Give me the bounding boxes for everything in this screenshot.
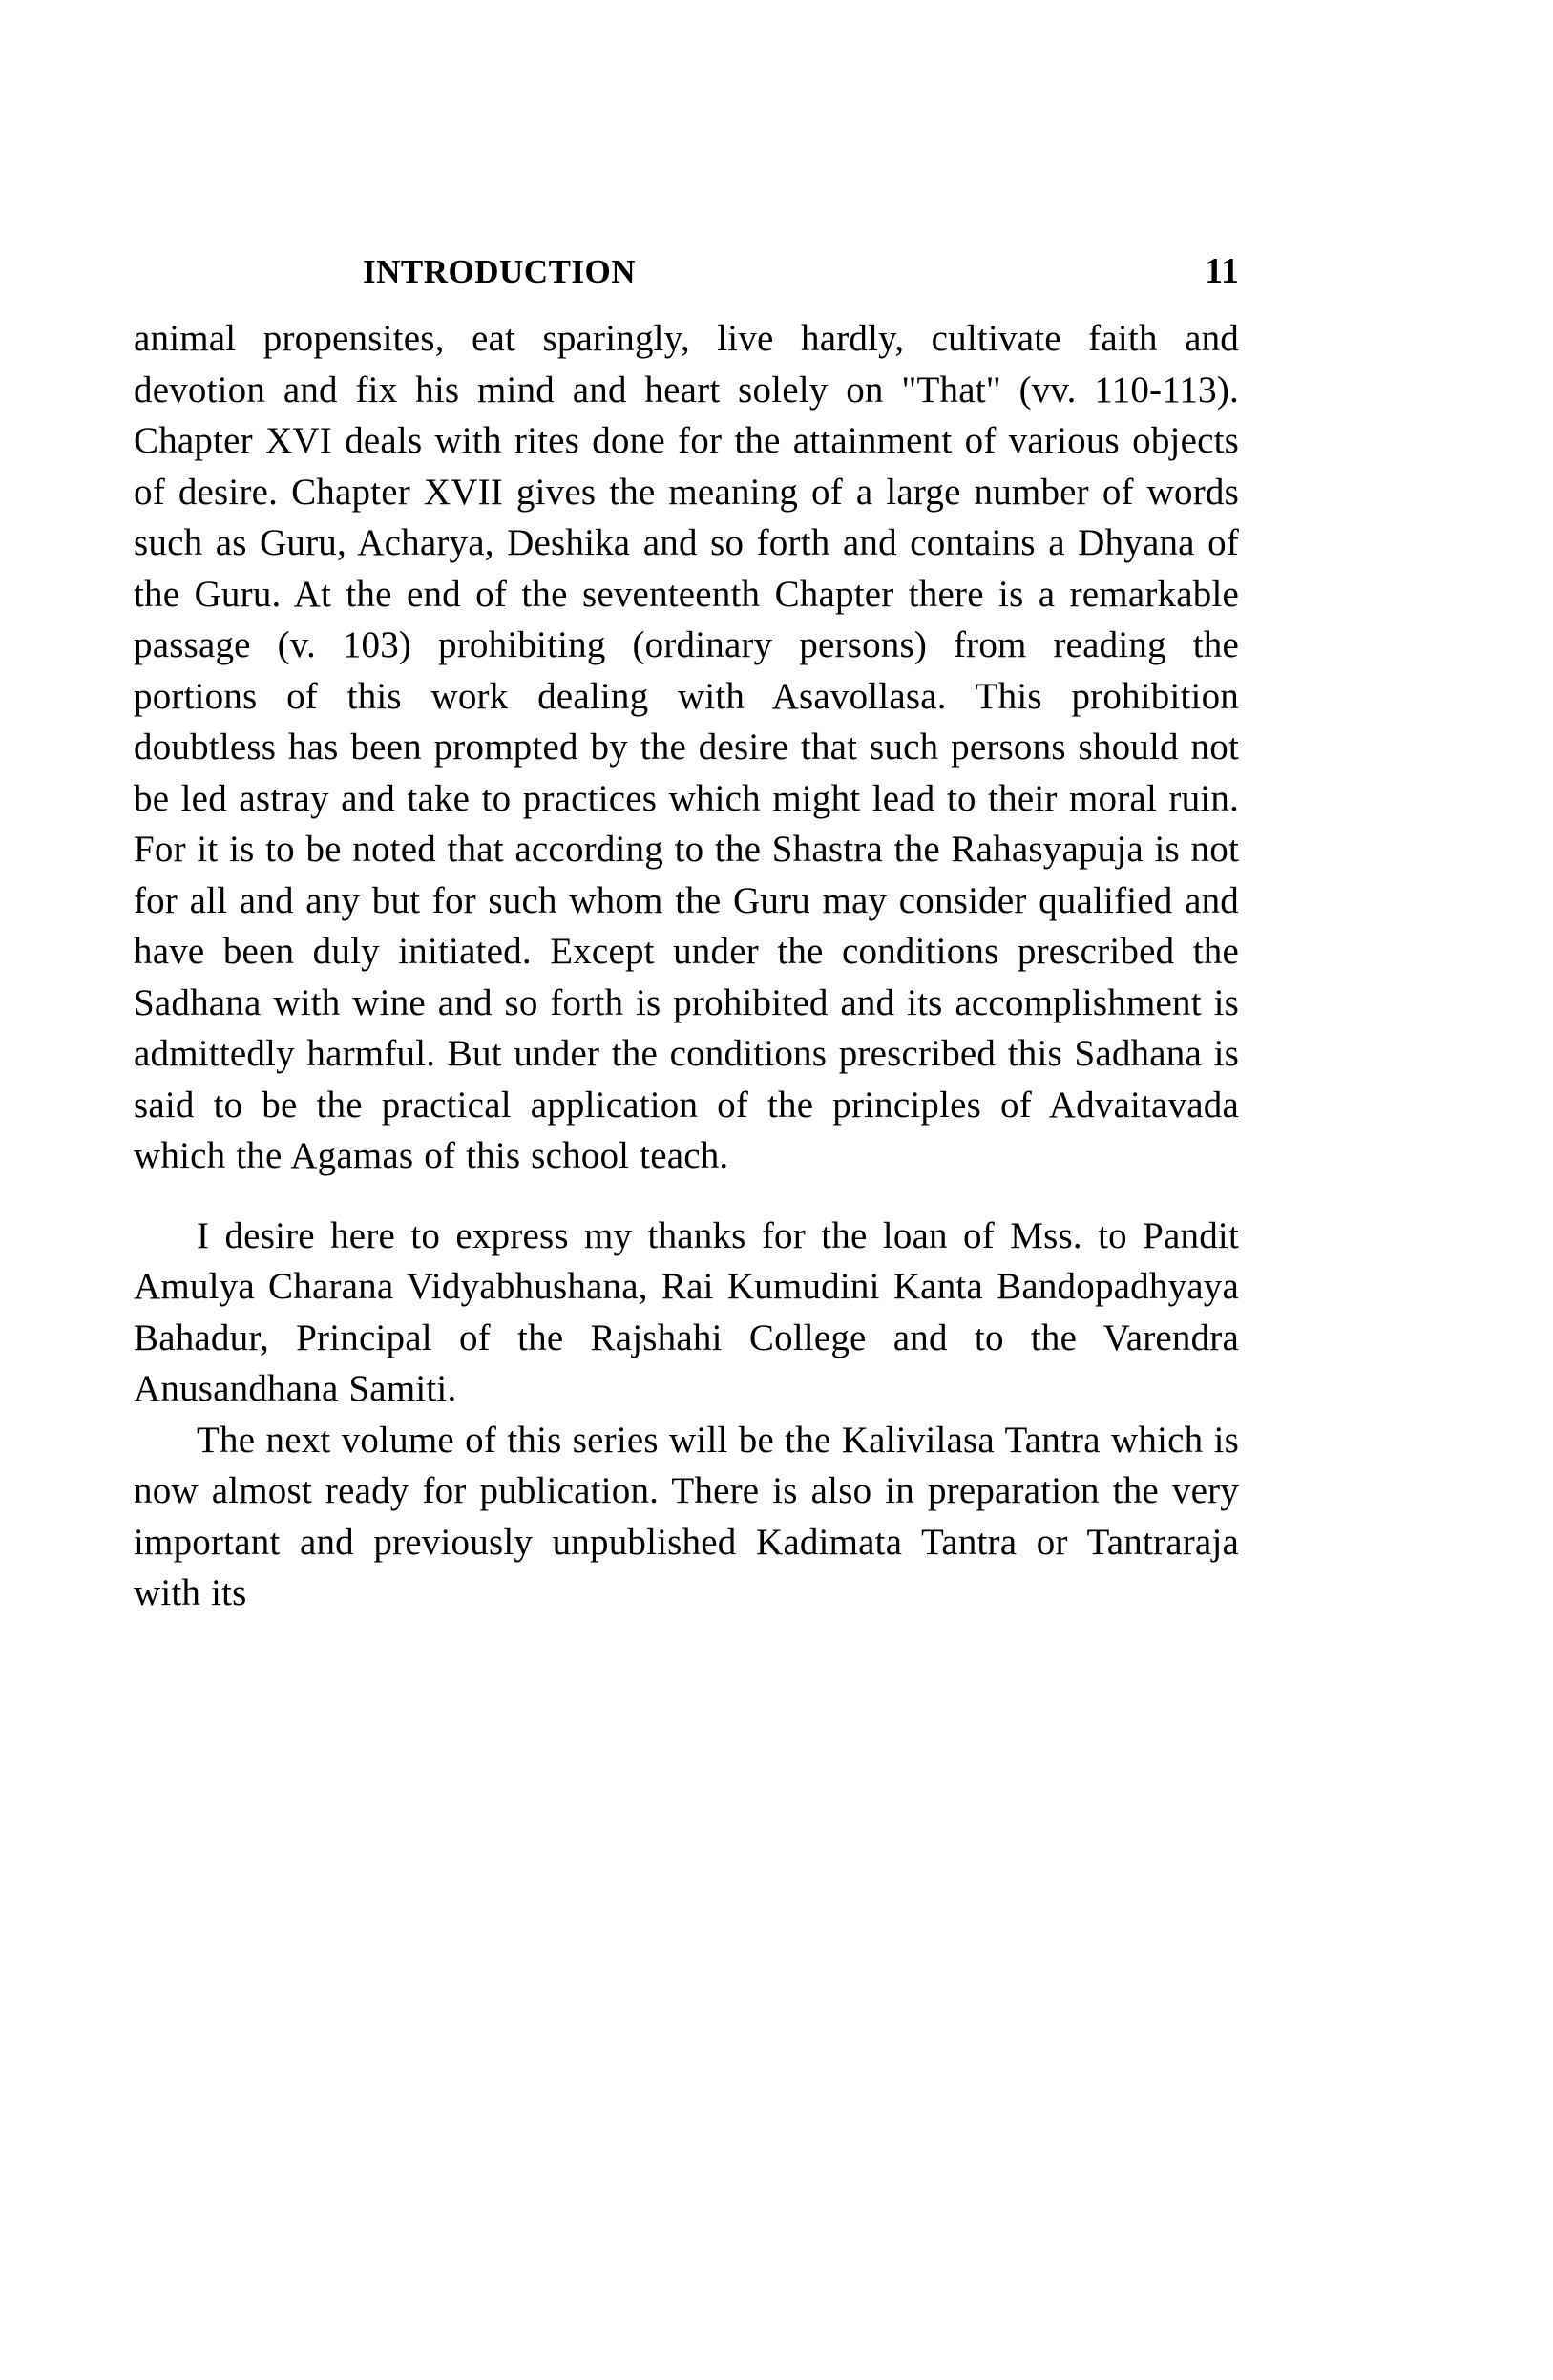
page-content [134, 250, 1239, 1619]
running-head: INTRODUCTION [363, 253, 637, 290]
page-number: 11 [1205, 251, 1239, 291]
paragraph-next-volume: The next volume of this series will be the Kalivilasa Tantra which is now almost ready for publication. There is also in preparation the very important and previously unpublished Kadimata Tantra or Tantraraja with its [134, 1419, 1239, 1613]
page-header [134, 250, 1239, 292]
paragraph-continued: animal propensites, eat sparingly, live hardly, cultivate faith and devotion and fix his mind and heart solely on "That" (vv. 110-113). Chapter XVI deals with rites done for the attainment of various objects of desire. Chapter XVII gives the meaning of a large number of words such as Guru, Acharya, Deshika and so forth and contains a Dhyana of the Guru. At the end of the seventeenth Chapter there is a remarkable passage (v. 103) prohibiting (ordinary persons) from reading the portions of this work dealing with Asavollasa. This prohibition doubtless has been prompted by the desire that such persons should not be led astray and take to practices which might lead to their moral ruin. For it is to be noted that according to the Shastra the Rahasyapuja is not for all and any but for such whom the Guru may consider qualified and have been duly initiated. Except under the conditions prescribed the Sadhana with wine and so forth is prohibited and its accomplishment is admittedly harmful. But under the conditions prescribed this Sadhana is said to be the practical application of the principles of Advaitavada which the Agamas of this school teach. [134, 318, 1239, 1176]
paragraph-thanks: I desire here to express my thanks for the loan of Mss. to Pandit Amulya Charana Vidyabhushana, Rai Kumudini Kanta Bandopadhyaya Bahadur, Principal of the Rajshahi College and to the Varendra Anusandhana Samiti. [134, 1214, 1239, 1409]
